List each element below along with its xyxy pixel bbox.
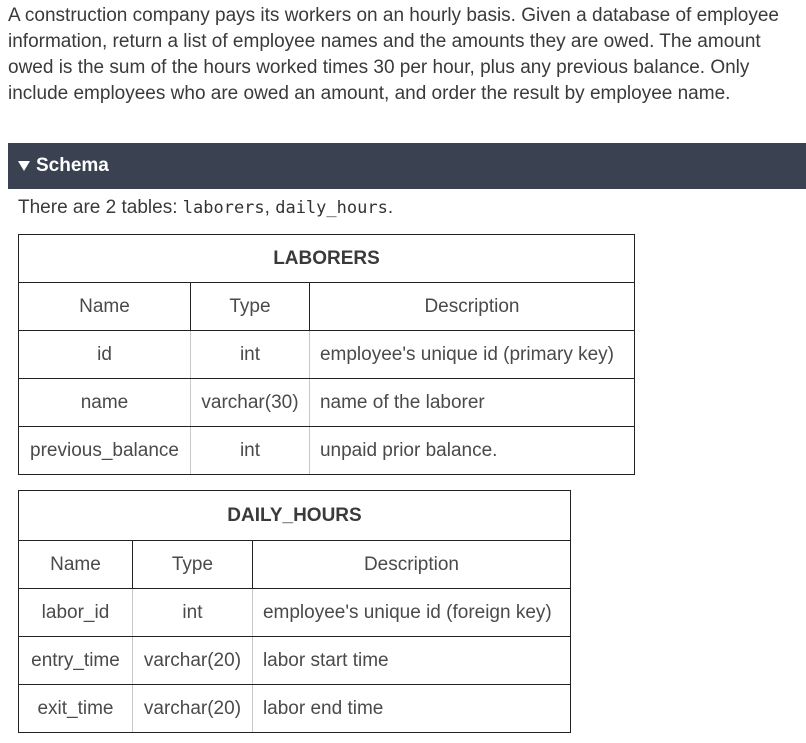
column-header: Name	[19, 541, 133, 589]
table-caption: DAILY_HOURS	[19, 491, 571, 541]
table-row: exit_time varchar(20) labor end time	[19, 685, 571, 733]
table-name-daily-hours: daily_hours	[275, 198, 388, 218]
column-header: Name	[19, 283, 191, 331]
column-header: Type	[190, 283, 309, 331]
column-header: Description	[309, 283, 634, 331]
problem-description: A construction company pays its workers on an hourly basis. Given a database of employee information, return a list of employee names and the amounts they are owed. The amount owed is the sum of the hours worked times 30 per hour, plus any previous balance. Only include employees who are owed an amount, and order the result by employee name.	[8, 5, 779, 104]
table-caption: LABORERS	[19, 235, 635, 283]
daily-hours-table	[18, 490, 571, 733]
table-name-laborers: laborers	[182, 198, 265, 218]
table-row: labor_id int employee's unique id (foreign key)	[19, 589, 571, 637]
schema-toggle[interactable]	[8, 143, 806, 189]
laborers-table	[18, 234, 635, 475]
tables-summary: There are 2 tables: laborers, daily_hours.	[18, 197, 394, 218]
table-row: entry_time varchar(20) labor start time	[19, 637, 571, 685]
column-header: Type	[132, 541, 252, 589]
table-header-row	[19, 283, 635, 331]
schema-title: Schema	[36, 155, 109, 176]
table-row: id int employee's unique id (primary key)	[19, 331, 635, 379]
table-header-row	[19, 541, 571, 589]
triangle-down-icon	[18, 161, 30, 171]
table-row: previous_balance int unpaid prior balance.	[19, 427, 635, 475]
table-row: name varchar(30) name of the laborer	[19, 379, 635, 427]
column-header: Description	[252, 541, 570, 589]
